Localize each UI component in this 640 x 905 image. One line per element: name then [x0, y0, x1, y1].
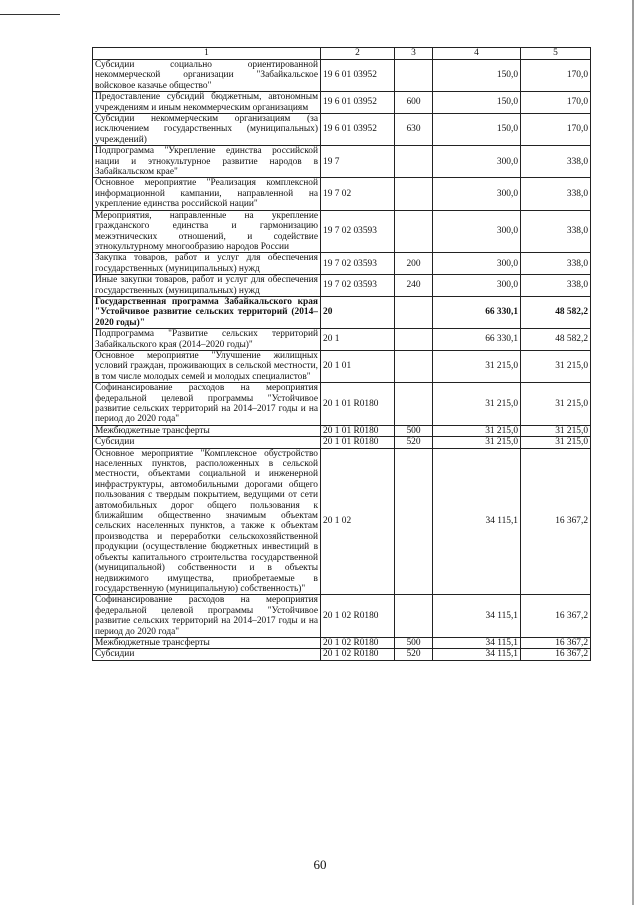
row-name-cell: Субсидии	[93, 649, 321, 660]
table-row	[93, 637, 591, 648]
header-cell-5: 5	[521, 48, 591, 60]
row-vr-cell	[395, 595, 433, 638]
row-value-2020-cell: 170,0	[521, 60, 591, 92]
table-row	[93, 146, 591, 178]
row-code-cell: 20 1 01 R0180	[321, 383, 395, 426]
row-value-2019-cell: 31 215,0	[433, 350, 521, 382]
page-number: 60	[313, 857, 327, 872]
row-code-cell: 20 1 02 R0180	[321, 595, 395, 638]
row-code-cell: 19 7 02 03593	[321, 275, 395, 297]
row-name-cell: Межбюджетные трансферты	[93, 425, 321, 436]
row-code-cell: 19 6 01 03952	[321, 60, 395, 92]
header-cell-3: 3	[395, 48, 433, 60]
row-value-2019-cell: 300,0	[433, 253, 521, 275]
row-name-cell: Подпрограмма "Развитие сельских территорий Забайкальского края (2014–2020 годы)"	[93, 329, 321, 351]
table-row	[93, 275, 591, 297]
row-vr-cell	[395, 296, 433, 328]
row-value-2019-cell: 300,0	[433, 178, 521, 210]
row-name-cell: Софинансирование расходов на мероприятия федеральной целевой программы "Устойчивое развитие сельских территорий на 2014–2017 годы и на период до 2020 года"	[93, 383, 321, 426]
table-row	[93, 296, 591, 328]
budget-table	[92, 47, 591, 661]
row-vr-cell: 200	[395, 253, 433, 275]
row-code-cell: 20 1 02	[321, 448, 395, 595]
row-value-2020-cell: 338,0	[521, 210, 591, 253]
row-vr-cell: 240	[395, 275, 433, 297]
row-value-2019-cell: 31 215,0	[433, 425, 521, 436]
row-value-2020-cell: 16 367,2	[521, 595, 591, 638]
table-row	[93, 92, 591, 114]
table-row	[93, 329, 591, 351]
row-value-2020-cell: 31 215,0	[521, 437, 591, 448]
row-value-2019-cell: 150,0	[433, 60, 521, 92]
row-value-2020-cell: 16 367,2	[521, 637, 591, 648]
row-vr-cell	[395, 60, 433, 92]
row-code-cell: 19 7 02	[321, 178, 395, 210]
scan-corner-mark	[0, 0, 60, 15]
row-name-cell: Основное мероприятие "Комплексное обустройство населенных пунктов, расположенных в сельской местности, объектами социальной и инженерной инфраструктуры, автомобильными дорогами общего пользования с твердым покрытием, ведущими от сети автомобильных дорог общего пользования к ближайшим общественно значимым объектам сельских населенных пунктов, а также к объектам производства и переработки сельскохозяйственной продукции (осуществление бюджетных инвестиций в объекты капитального строительства государственной (муниципальной) собственности и в объекты недвижимого имущества, приобретаемые в государственную (муниципальную) собственность)"	[93, 448, 321, 595]
row-value-2019-cell: 300,0	[433, 210, 521, 253]
row-value-2019-cell: 66 330,1	[433, 296, 521, 328]
row-value-2019-cell: 150,0	[433, 114, 521, 146]
table-row	[93, 210, 591, 253]
row-value-2020-cell: 16 367,2	[521, 649, 591, 660]
row-value-2020-cell: 338,0	[521, 275, 591, 297]
table-row	[93, 649, 591, 660]
row-name-cell: Предоставление субсидий бюджетным, автономным учреждениям и иным некоммерческим организациям	[93, 92, 321, 114]
row-vr-cell	[395, 329, 433, 351]
row-code-cell: 20	[321, 296, 395, 328]
row-value-2019-cell: 66 330,1	[433, 329, 521, 351]
row-code-cell: 20 1 01 R0180	[321, 425, 395, 436]
row-value-2019-cell: 34 115,1	[433, 637, 521, 648]
row-code-cell: 20 1	[321, 329, 395, 351]
table-row	[93, 448, 591, 595]
row-value-2020-cell: 48 582,2	[521, 296, 591, 328]
row-vr-cell	[395, 383, 433, 426]
header-cell-2: 2	[321, 48, 395, 60]
row-vr-cell	[395, 448, 433, 595]
row-name-cell: Субсидии некоммерческим организациям (за исключением государственных (муниципальных) учреждений)	[93, 114, 321, 146]
row-name-cell: Субсидии социально ориентированной некоммерческой организации "Забайкальское войсковое казачье общество"	[93, 60, 321, 92]
row-name-cell: Закупка товаров, работ и услуг для обеспечения государственных (муниципальных) нужд	[93, 253, 321, 275]
table-row	[93, 60, 591, 92]
table-header-row	[93, 48, 591, 60]
row-code-cell: 20 1 01 R0180	[321, 437, 395, 448]
row-vr-cell	[395, 178, 433, 210]
table-row	[93, 253, 591, 275]
row-vr-cell	[395, 350, 433, 382]
row-vr-cell: 600	[395, 92, 433, 114]
row-code-cell: 19 6 01 03952	[321, 92, 395, 114]
row-name-cell: Мероприятия, направленные на укрепление гражданского единства и гармонизацию межэтнических отношений, и содействие этнокультурному многообразию народов России	[93, 210, 321, 253]
row-vr-cell: 520	[395, 649, 433, 660]
row-value-2020-cell: 16 367,2	[521, 448, 591, 595]
table-row	[93, 114, 591, 146]
row-name-cell: Иные закупки товаров, работ и услуг для обеспечения государственных (муниципальных) нужд	[93, 275, 321, 297]
row-value-2020-cell: 338,0	[521, 178, 591, 210]
row-name-cell: Основное мероприятие "Реализация комплексной информационной кампании, направленной на укрепление единства российской нации"	[93, 178, 321, 210]
row-value-2019-cell: 31 215,0	[433, 383, 521, 426]
scan-edge	[632, 0, 634, 905]
row-code-cell: 19 7	[321, 146, 395, 178]
row-value-2019-cell: 31 215,0	[433, 437, 521, 448]
row-value-2019-cell: 34 115,1	[433, 448, 521, 595]
table-row	[93, 383, 591, 426]
row-vr-cell: 500	[395, 637, 433, 648]
header-cell-1: 1	[93, 48, 321, 60]
table-row	[93, 425, 591, 436]
table-row	[93, 350, 591, 382]
row-vr-cell: 500	[395, 425, 433, 436]
row-name-cell: Подпрограмма "Укрепление единства российской нации и этнокультурное развитие народов в Забайкальском крае"	[93, 146, 321, 178]
row-code-cell: 20 1 01	[321, 350, 395, 382]
row-name-cell: Субсидии	[93, 437, 321, 448]
row-name-cell: Межбюджетные трансферты	[93, 637, 321, 648]
row-value-2020-cell: 170,0	[521, 92, 591, 114]
row-code-cell: 19 6 01 03952	[321, 114, 395, 146]
row-vr-cell: 630	[395, 114, 433, 146]
row-value-2020-cell: 338,0	[521, 253, 591, 275]
table-row	[93, 437, 591, 448]
row-value-2019-cell: 34 115,1	[433, 595, 521, 638]
row-value-2020-cell: 31 215,0	[521, 425, 591, 436]
table-row	[93, 178, 591, 210]
row-value-2020-cell: 170,0	[521, 114, 591, 146]
row-code-cell: 20 1 02 R0180	[321, 637, 395, 648]
row-value-2019-cell: 150,0	[433, 92, 521, 114]
row-vr-cell	[395, 210, 433, 253]
budget-table-body	[93, 48, 591, 661]
row-name-cell: Основное мероприятие "Улучшение жилищных условий граждан, проживающих в сельской местности, в том числе молодых семей и молодых специалистов"	[93, 350, 321, 382]
row-vr-cell: 520	[395, 437, 433, 448]
table-row	[93, 595, 591, 638]
row-code-cell: 19 7 02 03593	[321, 253, 395, 275]
row-name-cell: Софинансирование расходов на мероприятия федеральной целевой программы "Устойчивое развитие сельских территорий на 2014–2017 годы и на период до 2020 года"	[93, 595, 321, 638]
row-name-cell: Государственная программа Забайкальского края "Устойчивое развитие сельских территорий (2014–2020 годы)"	[93, 296, 321, 328]
row-value-2020-cell: 31 215,0	[521, 350, 591, 382]
row-value-2020-cell: 338,0	[521, 146, 591, 178]
row-value-2019-cell: 300,0	[433, 275, 521, 297]
row-value-2020-cell: 48 582,2	[521, 329, 591, 351]
row-code-cell: 20 1 02 R0180	[321, 649, 395, 660]
row-vr-cell	[395, 146, 433, 178]
header-cell-4: 4	[433, 48, 521, 60]
row-value-2020-cell: 31 215,0	[521, 383, 591, 426]
row-value-2019-cell: 300,0	[433, 146, 521, 178]
row-value-2019-cell: 34 115,1	[433, 649, 521, 660]
row-code-cell: 19 7 02 03593	[321, 210, 395, 253]
